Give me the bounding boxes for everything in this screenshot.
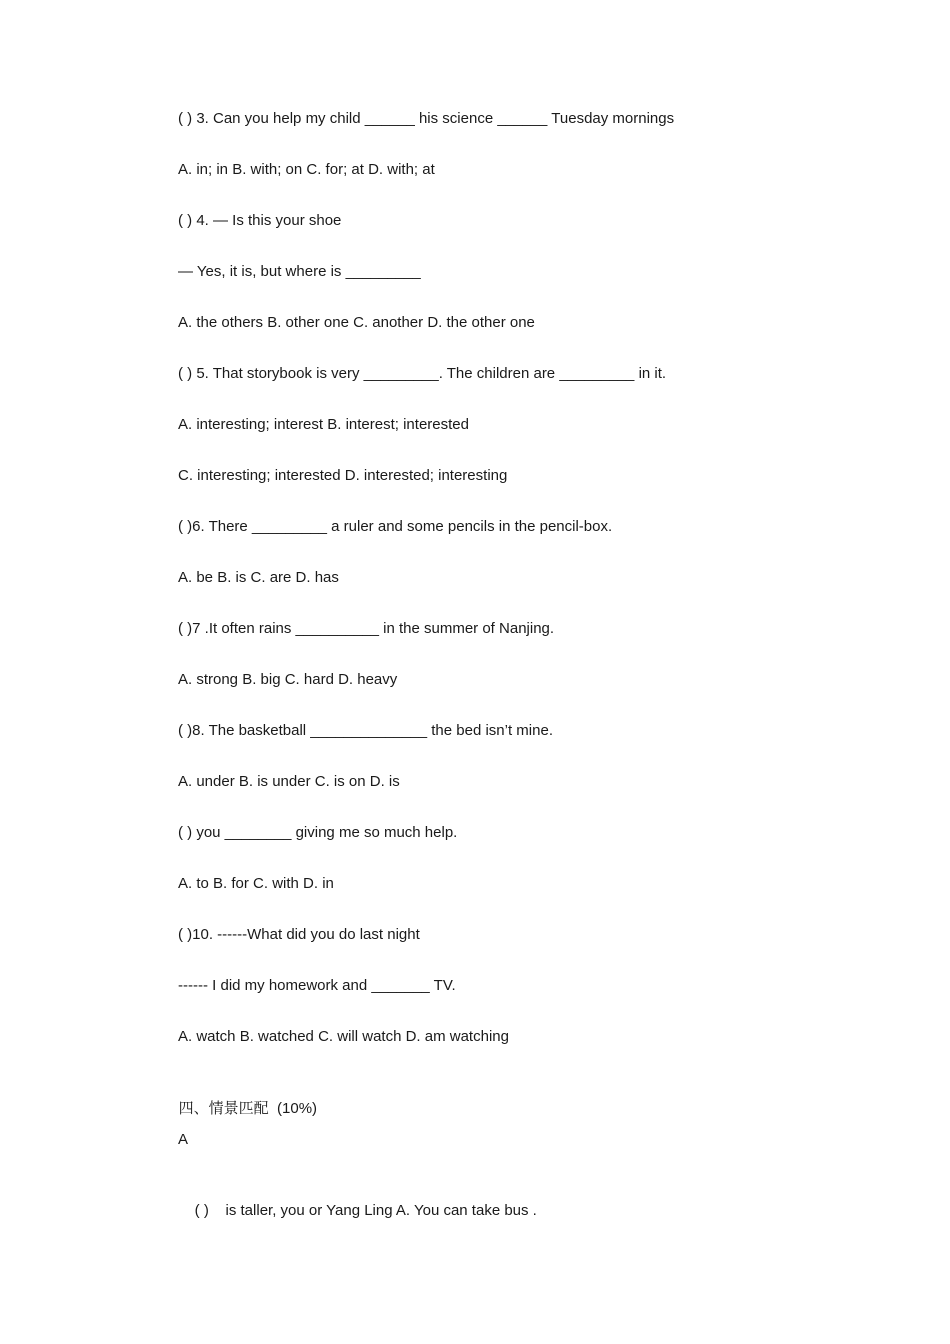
question-4: ( ) 4. — Is this your shoe	[178, 212, 342, 229]
answer-bracket: ( )	[194, 1202, 209, 1219]
section-title: 四、情景匹配	[178, 1099, 269, 1117]
question-5: ( ) 5. That storybook is very _________. The children are _________ in it.	[178, 365, 667, 382]
match-item-text: is taller, you or Yang Ling A. You can take bus .	[225, 1202, 537, 1219]
question-6-options: A. be B. is C. are D. has	[178, 569, 339, 586]
question-10: ( )10. ------What did you do last night	[178, 926, 420, 943]
question-8-options: A. under B. is under C. is on D. is	[178, 773, 400, 790]
question-5-options-1: A. interesting; interest B. interest; interested	[178, 416, 469, 433]
section-score: (10%)	[277, 1100, 318, 1117]
question-8: ( )8. The basketball ______________ the bed isn’t mine.	[178, 722, 553, 739]
question-7: ( )7 .It often rains __________ in the summer of Nanjing.	[178, 620, 555, 637]
question-3-options: A. in; in B. with; on C. for; at D. with; at	[178, 161, 435, 178]
question-10-reply: ------ I did my homework and _______ TV.	[178, 977, 456, 994]
question-5-options-2: C. interesting; interested D. interested; interesting	[178, 467, 508, 484]
question-7-options: A. strong B. big C. hard D. heavy	[178, 671, 398, 688]
question-10-options: A. watch B. watched C. will watch D. am watching	[178, 1028, 509, 1045]
question-9: ( ) you ________ giving me so much help.	[178, 824, 458, 841]
question-6: ( )6. There _________ a ruler and some pencils in the pencil-box.	[178, 518, 613, 535]
question-9-options: A. to B. for C. with D. in	[178, 875, 334, 892]
part-label: A	[178, 1131, 189, 1148]
question-3: ( ) 3. Can you help my child ______ his science ______ Tuesday mornings	[178, 110, 675, 127]
question-4-reply: — Yes, it is, but where is _________	[178, 263, 421, 280]
match-item-1	[178, 1181, 537, 1241]
question-4-options: A. the others B. other one C. another D. the other one	[178, 314, 535, 331]
